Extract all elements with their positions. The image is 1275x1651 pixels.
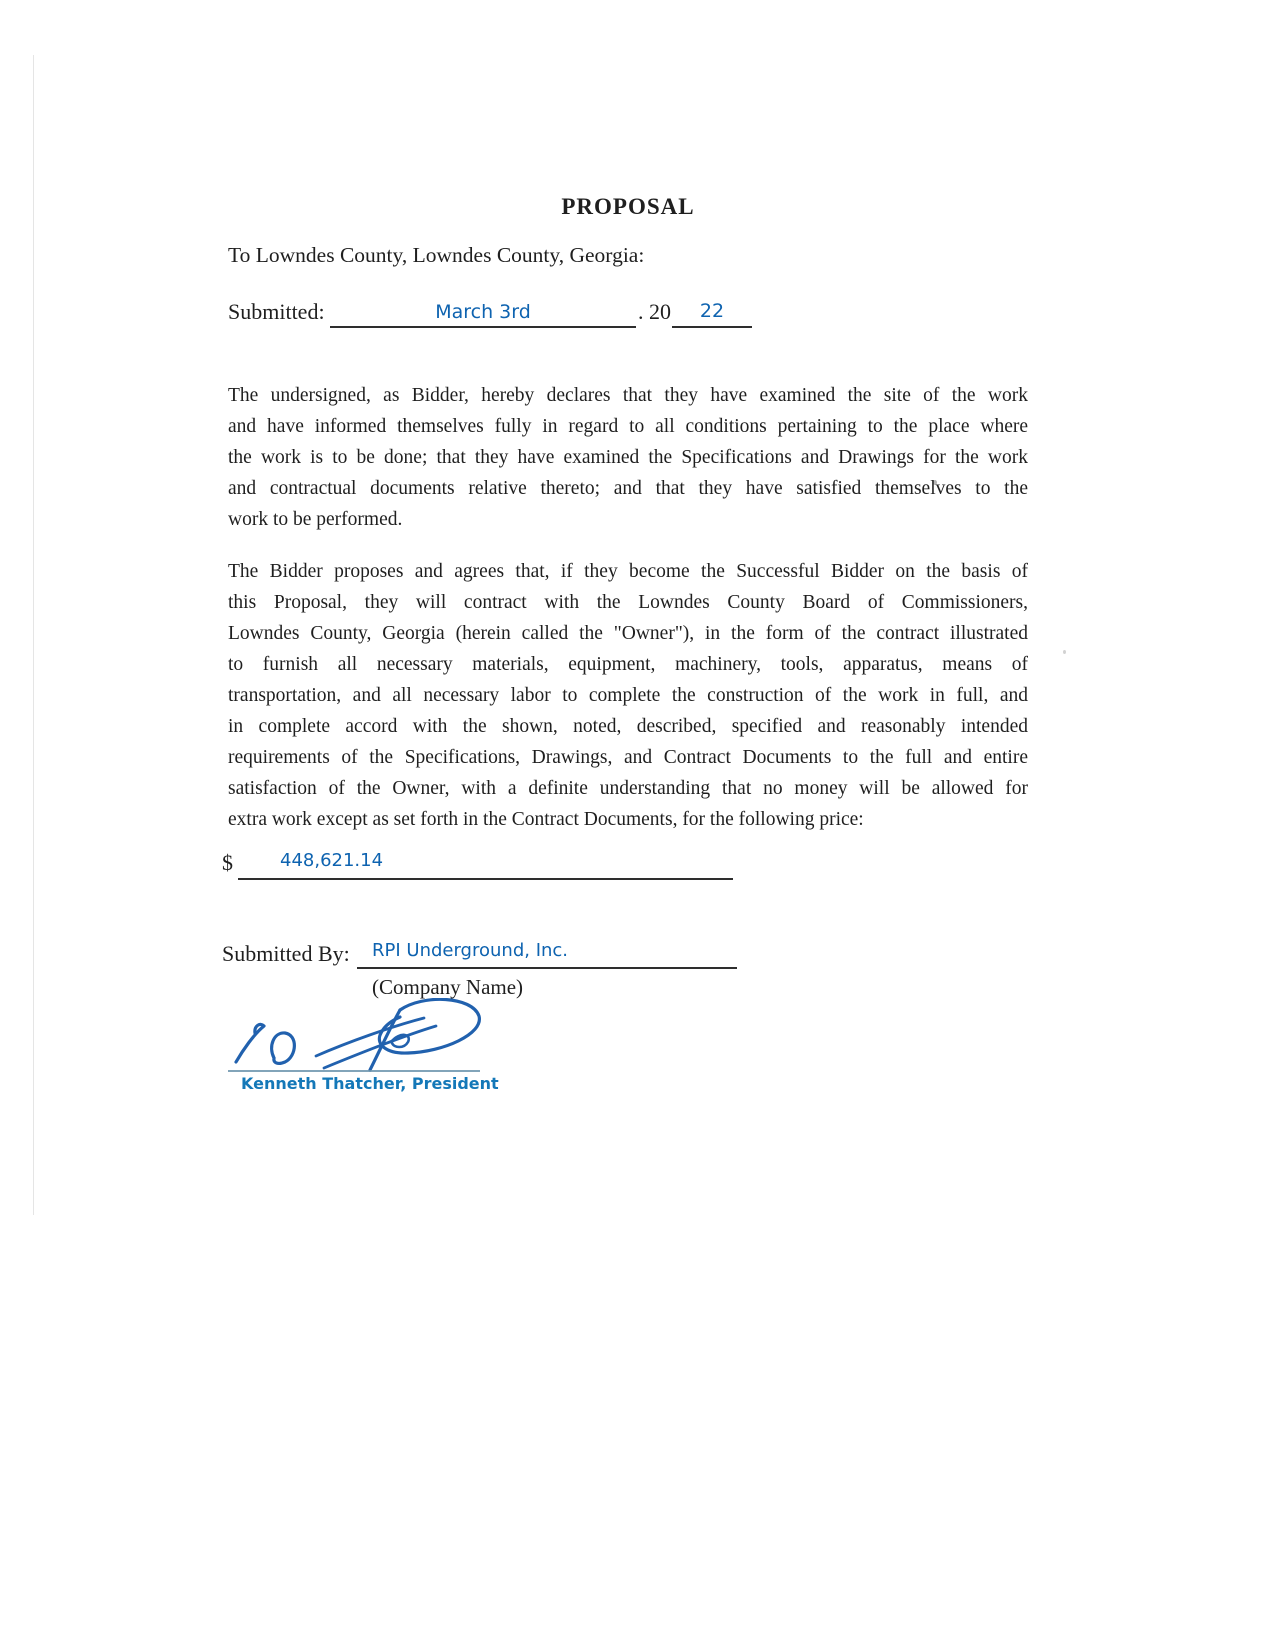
submitted-by-label: Submitted By:	[222, 941, 350, 966]
scan-page-edge-line	[33, 55, 34, 1215]
dollar-sign: $	[222, 850, 233, 875]
paragraph-line: extra work except as set forth in the Contract Documents, for the following price:	[228, 809, 864, 830]
paragraph-line: requirements of the Specifications, Drawings, and Contract Documents to the full and entire	[228, 747, 1028, 768]
paragraph-line: transportation, and all necessary labor to complete the construction of the work in full, and	[228, 685, 1028, 706]
paragraph-line: satisfaction of the Owner, with a definite understanding that no money will be allowed for	[228, 778, 1028, 799]
addressee-line: To Lowndes County, Lowndes County, Georgia:	[228, 243, 645, 267]
company-name-underline	[357, 967, 737, 969]
scan-artifact-dot	[933, 480, 937, 485]
scan-artifact-dot	[1063, 650, 1066, 654]
page-title: PROPOSAL	[561, 194, 695, 219]
paragraph-line: and contractual documents relative thereto; and that they have satisfied themselves to the	[228, 478, 1028, 499]
paragraph-line: and have informed themselves fully in regard to all conditions pertaining to the place where	[228, 416, 1028, 437]
paragraph-line: the work is to be done; that they have examined the Specifications and Drawings for the work	[228, 447, 1028, 468]
paragraph-line: to furnish all necessary materials, equipment, machinery, tools, apparatus, means of	[228, 654, 1028, 675]
submitted-date-value: March 3rd	[435, 301, 531, 323]
agreement-paragraph	[228, 556, 1028, 835]
paragraph-line: work to be performed.	[228, 509, 403, 530]
submitted-label: Submitted:	[228, 299, 325, 324]
declaration-paragraph	[228, 380, 1028, 535]
paragraph-line: in complete accord with the shown, noted, described, specified and reasonably intended	[228, 716, 1028, 737]
signer-name-caption: Kenneth Thatcher, President	[241, 1074, 499, 1093]
signature-line	[228, 1070, 480, 1072]
company-name-value: RPI Underground, Inc.	[372, 940, 569, 961]
paragraph-line: The undersigned, as Bidder, hereby declares that they have examined the site of the work	[228, 385, 1028, 406]
paragraph-line: this Proposal, they will contract with the Lowndes County Board of Commissioners,	[228, 592, 1028, 613]
paragraph-line: The Bidder proposes and agrees that, if they become the Successful Bidder on the basis of	[228, 561, 1028, 582]
submitted-year-value: 22	[699, 300, 725, 322]
submitted-date-underline	[330, 326, 636, 328]
submitted-year-underline	[672, 326, 752, 328]
signature-image	[228, 998, 488, 1074]
price-value: 448,621.14	[280, 850, 384, 871]
signature-svg	[228, 998, 488, 1074]
price-underline	[238, 878, 733, 880]
year-prefix: . 20	[638, 299, 671, 324]
paragraph-line: Lowndes County, Georgia (herein called the "Owner"), in the form of the contract illustrated	[228, 623, 1028, 644]
company-name-caption: (Company Name)	[372, 975, 524, 999]
